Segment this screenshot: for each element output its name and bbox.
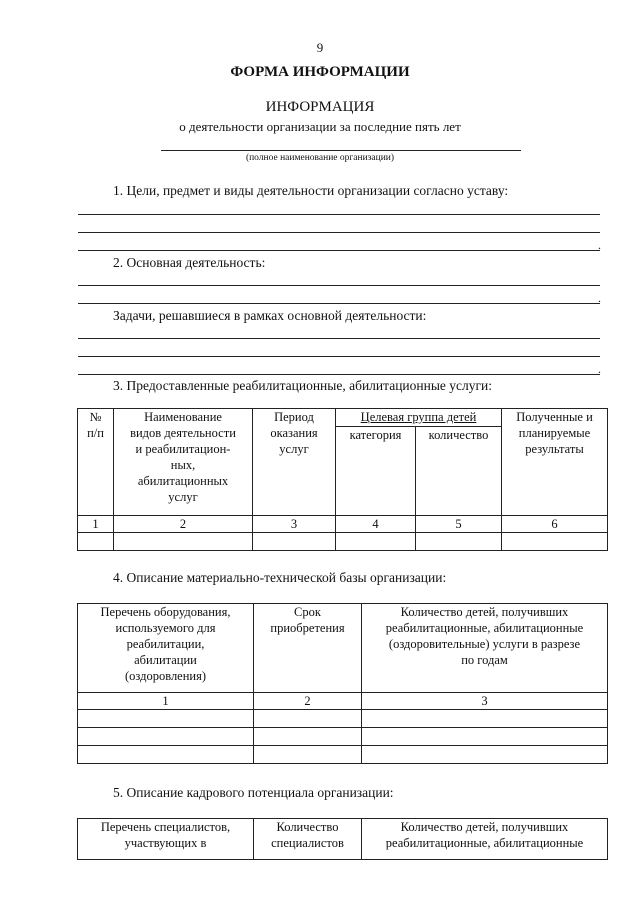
empty-cell bbox=[78, 710, 254, 728]
document-title: ИНФОРМАЦИЯ bbox=[265, 99, 375, 115]
section-4-heading: 4. Описание материально-технической базы организации: bbox=[113, 570, 447, 585]
header-line: участвующих в bbox=[124, 836, 207, 850]
header-line: Срок bbox=[294, 605, 321, 619]
header-line: Период bbox=[274, 410, 314, 424]
header-line: по годам bbox=[461, 653, 508, 667]
fill-line bbox=[78, 338, 600, 339]
empty-cell bbox=[78, 746, 254, 764]
fill-line bbox=[78, 303, 600, 304]
section-2-heading: 2. Основная деятельность: bbox=[113, 255, 266, 270]
header-line: Перечень оборудования, bbox=[100, 605, 231, 619]
fill-line bbox=[78, 232, 600, 233]
empty-cell bbox=[362, 728, 608, 746]
header-line: специалистов bbox=[271, 836, 344, 850]
header-equipment bbox=[78, 604, 254, 693]
header-term bbox=[254, 604, 362, 693]
table-row bbox=[78, 533, 608, 551]
empty-cell bbox=[502, 533, 608, 551]
header-line: реабилитации, bbox=[126, 637, 205, 651]
line-end-mark: . bbox=[598, 362, 601, 376]
empty-cell bbox=[78, 533, 114, 551]
header-line: абилитации bbox=[134, 653, 197, 667]
column-number: 3 bbox=[362, 693, 608, 710]
header-line: видов деятельности bbox=[130, 426, 236, 440]
column-number: 6 bbox=[502, 516, 608, 533]
table-row bbox=[78, 746, 608, 764]
header-line: услуг bbox=[168, 490, 198, 504]
line-end-mark: . bbox=[598, 291, 601, 305]
document-subtitle: о деятельности организации за последние пять лет bbox=[179, 119, 461, 134]
section-3-heading: 3. Предоставленные реабилитационные, абилитационные услуги: bbox=[113, 378, 493, 393]
fill-line bbox=[78, 250, 600, 251]
header-quantity: количество bbox=[416, 427, 502, 516]
empty-cell bbox=[114, 533, 253, 551]
fill-line bbox=[78, 374, 600, 375]
header-line: Наименование bbox=[144, 410, 222, 424]
header-line: используемого для bbox=[115, 621, 216, 635]
empty-cell bbox=[336, 533, 416, 551]
header-line: Количество детей, получивших bbox=[400, 605, 569, 619]
empty-cell bbox=[78, 728, 254, 746]
header-line: Перечень специалистов, bbox=[100, 820, 231, 834]
header-line: планируемые bbox=[518, 426, 591, 440]
header-line: оказания bbox=[270, 426, 318, 440]
empty-cell bbox=[416, 533, 502, 551]
services-table bbox=[77, 408, 608, 551]
header-num-line: п/п bbox=[87, 426, 104, 440]
header-num bbox=[78, 409, 114, 516]
table-row bbox=[78, 710, 608, 728]
header-specialists bbox=[78, 819, 254, 860]
header-line: ных, bbox=[170, 458, 196, 472]
organization-name-line bbox=[161, 150, 521, 151]
empty-cell bbox=[362, 746, 608, 764]
empty-cell bbox=[254, 746, 362, 764]
header-line: Количество bbox=[276, 820, 339, 834]
column-number: 2 bbox=[254, 693, 362, 710]
header-line: реабилитационные, абилитационные bbox=[385, 836, 584, 850]
tasks-heading: Задачи, решавшиеся в рамках основной деятельности: bbox=[113, 308, 427, 323]
header-line: и реабилитацион- bbox=[135, 442, 231, 456]
organization-name-caption: (полное наименование организации) bbox=[245, 153, 395, 163]
header-line: (оздоровления) bbox=[124, 669, 207, 683]
header-line: результаты bbox=[525, 442, 584, 456]
empty-cell bbox=[254, 710, 362, 728]
header-line: Полученные и bbox=[516, 410, 593, 424]
header-num-line: № bbox=[89, 410, 102, 424]
fill-line bbox=[78, 356, 600, 357]
header-service-name bbox=[114, 409, 253, 516]
header-line: абилитационных bbox=[137, 474, 229, 488]
header-results bbox=[502, 409, 608, 516]
section-1-heading: 1. Цели, предмет и виды деятельности организации согласно уставу: bbox=[113, 183, 509, 198]
header-target-group bbox=[336, 409, 502, 427]
fill-line bbox=[78, 285, 600, 286]
empty-cell bbox=[253, 533, 336, 551]
line-end-mark: . bbox=[598, 238, 601, 252]
section-5-heading: 5. Описание кадрового потенциала организации: bbox=[113, 785, 394, 800]
form-title: ФОРМА ИНФОРМАЦИИ bbox=[230, 64, 410, 80]
column-number: 1 bbox=[78, 516, 114, 533]
column-number: 5 bbox=[416, 516, 502, 533]
header-category: категория bbox=[336, 427, 416, 516]
header-children bbox=[362, 819, 608, 860]
empty-cell bbox=[362, 710, 608, 728]
header-line: приобретения bbox=[270, 621, 345, 635]
page-number: 9 bbox=[316, 40, 324, 55]
header-specialist-count bbox=[254, 819, 362, 860]
staff-table bbox=[77, 818, 608, 860]
header-line: услуг bbox=[279, 442, 309, 456]
header-line: (оздоровительные) услуги в разрезе bbox=[388, 637, 581, 651]
column-number: 1 bbox=[78, 693, 254, 710]
fill-line bbox=[78, 214, 600, 215]
table-row bbox=[78, 728, 608, 746]
column-number: 2 bbox=[114, 516, 253, 533]
header-line: Количество детей, получивших bbox=[400, 820, 569, 834]
equipment-table bbox=[77, 603, 608, 764]
empty-cell bbox=[254, 728, 362, 746]
header-children bbox=[362, 604, 608, 693]
header-target-group-label: Целевая группа детей bbox=[360, 410, 477, 424]
header-period bbox=[253, 409, 336, 516]
header-line: реабилитационные, абилитационные bbox=[385, 621, 584, 635]
column-number: 3 bbox=[253, 516, 336, 533]
column-number: 4 bbox=[336, 516, 416, 533]
